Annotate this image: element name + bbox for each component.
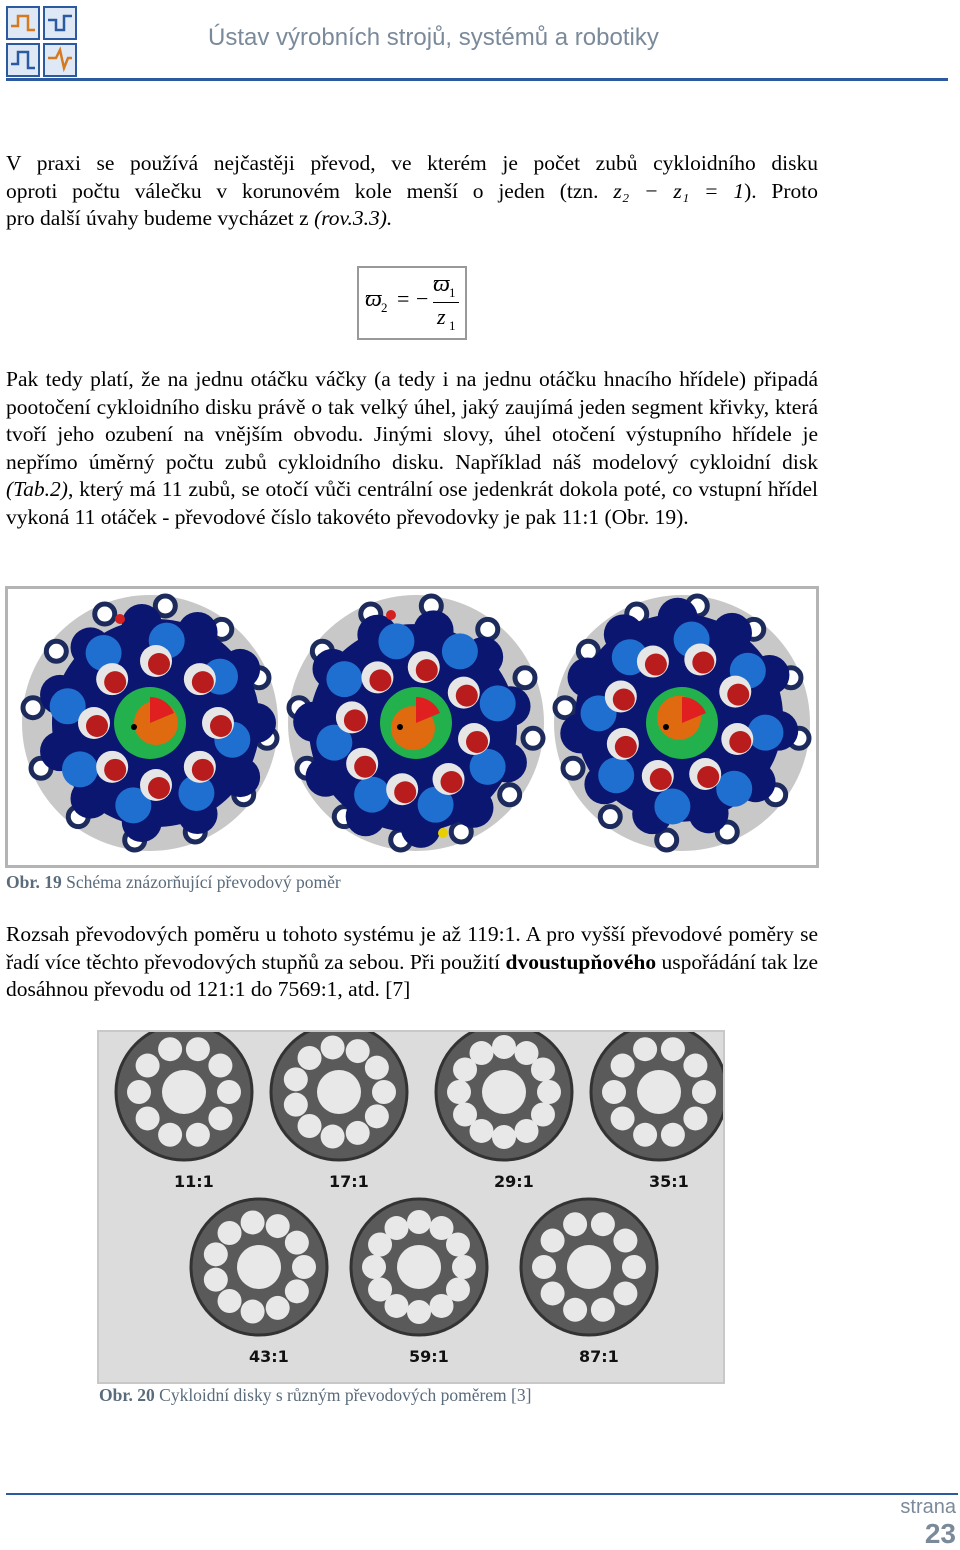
output-region	[747, 715, 783, 751]
disk-hole	[430, 1294, 454, 1318]
figure-20-caption	[99, 1385, 531, 1406]
output-pin	[148, 653, 170, 675]
output-region	[62, 751, 98, 787]
disk-hole	[492, 1125, 516, 1149]
disk-hole	[492, 1035, 516, 1059]
disk-hole	[470, 1041, 494, 1065]
footer-divider	[6, 1493, 958, 1495]
disk-hole	[683, 1054, 707, 1078]
disk-hole	[158, 1123, 182, 1147]
disk-hole	[284, 1093, 308, 1117]
disk-hole	[591, 1212, 615, 1236]
disk-hole	[515, 1119, 539, 1143]
marker-dot	[115, 614, 125, 624]
output-region	[378, 623, 414, 659]
equation-denominator: z	[437, 304, 446, 329]
disk-hole	[266, 1214, 290, 1238]
disk-lobe	[220, 757, 260, 797]
paragraph-explanation	[6, 366, 818, 531]
disk-hole	[563, 1212, 587, 1236]
disk-center-hole	[637, 1070, 681, 1114]
disk-hole	[447, 1080, 471, 1104]
output-region	[716, 771, 752, 807]
equation-denominator-subscript: 1	[449, 318, 456, 333]
disk-hole	[208, 1054, 232, 1078]
disk-hole	[591, 1298, 615, 1322]
explanation-part-a: Pak tedy platí, že na jednu otáčku váčky (a tedy i na jednu otáčku hnacího hřídele) připadá pootočení cykloidního disku právě o tak velký úhel, jaký zaujímá jeden segment křivky, která tvoří jeho ozubení na vnějším obvodu. Jinými slovy, úhel otočení výstupního hřídele je nepřímo úměrný počtu zubů cykloidního disku.	[6, 367, 818, 474]
disk-hole	[208, 1106, 232, 1130]
inline-math: z₂ − z₁ = 1	[613, 178, 745, 203]
ratio-label: 35:1	[649, 1172, 689, 1191]
equation-numerator-subscript: 1	[449, 285, 456, 300]
output-pin	[441, 771, 463, 793]
disk-hole	[158, 1037, 182, 1061]
output-pin	[416, 659, 438, 681]
output-pin	[344, 709, 366, 731]
output-pin	[650, 768, 672, 790]
output-pin	[456, 685, 478, 707]
ring-pin	[523, 728, 543, 748]
disk-hole	[346, 1121, 370, 1145]
disk-hole	[661, 1037, 685, 1061]
ratio-label: 59:1	[409, 1347, 449, 1366]
output-pin	[104, 759, 126, 781]
output-pin	[645, 654, 667, 676]
disk-hole	[284, 1067, 308, 1091]
ratio-label: 43:1	[249, 1347, 289, 1366]
disk-hole	[661, 1123, 685, 1147]
disk-center-hole	[317, 1070, 361, 1114]
ring-pin	[95, 604, 115, 624]
figure-19-image	[5, 586, 819, 868]
disk-hole	[362, 1255, 386, 1279]
ring-pin	[555, 698, 575, 718]
equation-numerator: ϖ	[433, 271, 450, 297]
equation-box	[357, 266, 467, 340]
disk-hole	[218, 1221, 242, 1245]
output-pin	[104, 671, 126, 693]
disk-hole	[136, 1054, 160, 1078]
disk-hole	[127, 1080, 151, 1104]
output-pin	[86, 715, 108, 737]
disk-hole	[346, 1039, 370, 1063]
disk-hole	[266, 1296, 290, 1320]
disk-hole	[385, 1216, 409, 1240]
disk-hole	[321, 1035, 345, 1059]
ring-pin	[46, 641, 66, 661]
explanation-part-b: Například náš modelový cykloidní disk	[455, 449, 819, 474]
disk-center-hole	[162, 1070, 206, 1114]
ratios-bold-term: dvoustupňového	[505, 949, 657, 974]
disk-hole	[611, 1106, 635, 1130]
ring-pin	[478, 619, 498, 639]
output-pin	[394, 781, 416, 803]
shaft-dot	[397, 724, 403, 730]
output-pin	[210, 715, 232, 737]
output-pin	[148, 777, 170, 799]
explanation-part-c: , který má 11 zubů, se otočí vůči centrální ose jedenkrát dokola poté, co vstupní hřídel vykoná 11 otáček - převodové číslo takovéto převodovky je pak 11:1 (Obr. 19).	[6, 477, 818, 529]
ring-pin	[600, 807, 620, 827]
output-region	[354, 777, 390, 813]
ratio-label: 17:1	[329, 1172, 369, 1191]
intro-line-2	[6, 178, 818, 206]
output-pin	[729, 731, 751, 753]
disk-hole	[298, 1046, 322, 1070]
disk-hole	[537, 1080, 561, 1104]
disk-hole	[613, 1281, 637, 1305]
ratios-part-b: uspořádání tak lze dosáhnou převodu od 121:1 do 7569:1, atd. [7]	[6, 949, 818, 1001]
disk-hole	[368, 1278, 392, 1302]
disk-hole	[541, 1229, 565, 1253]
equation-minus: −	[416, 286, 429, 311]
figure-19-label: Obr. 19	[6, 872, 62, 892]
ratios-text	[6, 921, 818, 1004]
output-pin	[697, 766, 719, 788]
disk-center-hole	[237, 1245, 281, 1289]
disk-hole	[292, 1255, 316, 1279]
figure-20-image	[97, 1030, 725, 1384]
shaft-dot	[663, 724, 669, 730]
ring-pin	[500, 785, 520, 805]
ring-pin	[515, 668, 535, 688]
explanation-text	[6, 366, 818, 531]
output-pin	[727, 684, 749, 706]
disk-lobe	[453, 788, 493, 828]
output-region	[654, 788, 690, 824]
page-number: 23	[924, 1518, 956, 1549]
intro-line-3-text: pro další úvahy budeme vycházet z	[6, 206, 315, 230]
disk-hole	[563, 1298, 587, 1322]
disk-hole	[692, 1080, 716, 1104]
equation-equals: =	[397, 286, 410, 311]
disk-hole	[186, 1037, 210, 1061]
output-region	[442, 633, 478, 669]
disk-hole	[321, 1125, 345, 1149]
disk-hole	[407, 1300, 431, 1324]
intro-line-2-text: oproti počtu válečku v korunovém kole menší o jeden (tzn.	[6, 178, 599, 203]
disk-hole	[365, 1056, 389, 1080]
ratio-label: 87:1	[579, 1347, 619, 1366]
disk-hole	[365, 1104, 389, 1128]
disk-hole	[602, 1080, 626, 1104]
paragraph-ratios	[6, 921, 818, 1004]
disk-lobe	[712, 613, 752, 653]
disk-hole	[136, 1106, 160, 1130]
intro-line-3	[6, 205, 818, 233]
disk-hole	[541, 1281, 565, 1305]
disk-lobe	[568, 658, 608, 698]
disk-hole	[531, 1058, 555, 1082]
disk-hole	[204, 1242, 228, 1266]
ratio-label: 29:1	[494, 1172, 534, 1191]
output-pin	[692, 652, 714, 674]
figure-20-label: Obr. 20	[99, 1385, 155, 1405]
disk-hole	[453, 1103, 477, 1127]
figure-19-caption-text: Schéma znázorňující převodový poměr	[61, 872, 341, 892]
output-pin	[192, 759, 214, 781]
output-region	[326, 661, 362, 697]
intro-line-2-tail: ). Proto	[744, 178, 819, 203]
marker-dot	[386, 610, 396, 620]
disk-hole	[186, 1123, 210, 1147]
cycloidal-disks-photo	[99, 1032, 723, 1382]
disk-hole	[683, 1106, 707, 1130]
disk-hole	[218, 1289, 242, 1313]
figure-19-caption	[6, 872, 341, 893]
disk-hole	[611, 1054, 635, 1078]
equation-lhs-subscript: 2	[381, 300, 388, 315]
figure-20-caption-text: Cykloidní disky s různým převodových poměrem [3]	[154, 1385, 532, 1405]
footer-label: strana	[900, 1496, 956, 1518]
equation-lhs: ϖ	[365, 286, 382, 312]
disk-hole	[241, 1210, 265, 1234]
output-region	[480, 685, 516, 721]
disk-hole	[407, 1210, 431, 1234]
disk-hole	[613, 1229, 637, 1253]
disk-hole	[241, 1300, 265, 1324]
header-title: Ústav výrobních strojů, systémů a robotiky	[208, 24, 659, 51]
output-pin	[369, 669, 391, 691]
output-pin	[613, 689, 635, 711]
institute-logo	[6, 6, 78, 83]
output-pin	[466, 731, 488, 753]
output-pin	[192, 671, 214, 693]
disk-hole	[298, 1114, 322, 1138]
output-pin	[615, 736, 637, 758]
output-region	[598, 757, 634, 793]
disk-hole	[372, 1080, 396, 1104]
table-reference: (Tab.2)	[6, 477, 68, 501]
disk-hole	[622, 1255, 646, 1279]
paragraph-intro	[6, 150, 818, 233]
disk-hole	[452, 1255, 476, 1279]
disk-hole	[285, 1279, 309, 1303]
fraction-bar	[433, 302, 459, 303]
disk-lobe	[306, 757, 346, 797]
ratios-part-a: Rozsah převodových poměru u tohoto systému je až 119:1. A pro vyšší převodové poměry se řadí více těchto převodových stupňů za sebou. Při použití	[6, 922, 818, 974]
output-pin	[354, 756, 376, 778]
disk-center-hole	[482, 1070, 526, 1114]
disk-hole	[217, 1080, 241, 1104]
disk-hole	[633, 1123, 657, 1147]
ring-pin	[563, 758, 583, 778]
ring-pin	[657, 830, 677, 850]
disk-center-hole	[397, 1245, 441, 1289]
shaft-dot	[131, 724, 137, 730]
ratio-label: 11:1	[174, 1172, 214, 1191]
gear-ratio-diagram	[8, 589, 816, 865]
intro-line-1: V praxi se používá nejčastěji převod, ve kterém je počet zubů cykloidního disku	[6, 151, 818, 175]
disk-hole	[446, 1233, 470, 1257]
disk-center-hole	[567, 1245, 611, 1289]
header-divider	[6, 78, 948, 81]
disk-hole	[532, 1255, 556, 1279]
equation-reference: (rov.3.3).	[314, 206, 393, 230]
disk-hole	[633, 1037, 657, 1061]
disk-hole	[285, 1231, 309, 1255]
disk-hole	[204, 1268, 228, 1292]
ring-pin	[23, 698, 43, 718]
marker-dot	[438, 828, 448, 838]
